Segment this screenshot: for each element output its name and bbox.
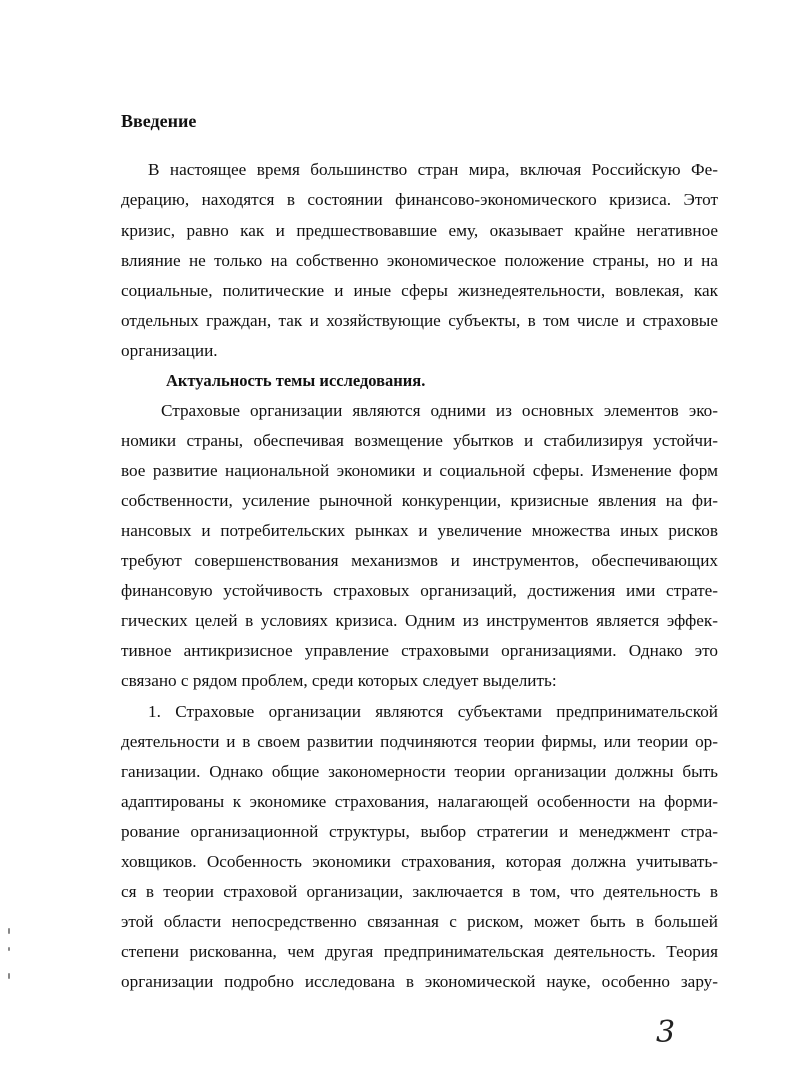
intro-line: дерацию, находятся в состоянии финансово-экономического кризиса. Этот <box>121 190 718 209</box>
relevance-line: вое развитие национальной экономики и социальной сферы. Изменение форм <box>121 461 718 480</box>
list-item-line: организации подробно исследована в экономической науке, особенно зару- <box>121 972 718 991</box>
intro-line: влияние не только на собственно экономическое положение страны, но и на <box>121 251 718 270</box>
relevance-line: нансовых и потребительских рынках и увеличение множества иных рисков <box>121 521 718 540</box>
intro-line: организации. <box>121 341 218 360</box>
section-heading: Введение <box>121 111 197 131</box>
list-item-line: степени рискованна, чем другая предпринимательская деятельность. Теория <box>121 942 718 961</box>
list-item-line: ганизации. Однако общие закономерности теории организации должны быть <box>121 762 718 781</box>
relevance-line: номики страны, обеспечивая возмещение убытков и стабилизируя устойчи- <box>121 431 718 450</box>
list-item-line: деятельности и в своем развитии подчиняются теории фирмы, или теории ор- <box>121 732 718 751</box>
list-item-line: 1. Страховые организации являются субъектами предпринимательской <box>148 702 718 721</box>
intro-line: В настоящее время большинство стран мира, включая Российскую Фе- <box>148 160 718 179</box>
relevance-line: финансовую устойчивость страховых организаций, достижения ими страте- <box>121 581 718 600</box>
relevance-line: требуют совершенствования механизмов и инструментов, обеспечивающих <box>121 551 718 570</box>
relevance-line: связано с рядом проблем, среди которых следует выделить: <box>121 671 557 690</box>
relevance-line: тивное антикризисное управление страховыми организациями. Однако это <box>121 641 718 660</box>
page-number: 3 <box>656 1015 676 1050</box>
relevance-subheading: Актуальность темы исследования. <box>166 371 426 390</box>
list-item-line: ся в теории страховой организации, заключается в том, что деятельность в <box>121 882 718 901</box>
relevance-line: гических целей в условиях кризиса. Одним из инструментов является эффек- <box>121 611 718 630</box>
list-item-line: этой области непосредственно связанная с риском, может быть в большей <box>121 912 718 931</box>
relevance-line: собственности, усиление рыночной конкуренции, кризисные явления на фи- <box>121 491 718 510</box>
list-item-line: рование организационной структуры, выбор стратегии и менеджмент стра- <box>121 822 718 841</box>
scan-mark <box>8 947 10 951</box>
intro-line: отдельных граждан, так и хозяйствующие субъекты, в том числе и страховые <box>121 311 718 330</box>
relevance-line: Страховые организации являются одними из основных элементов эко- <box>161 401 718 420</box>
scan-mark <box>8 928 10 934</box>
list-item-line: адаптированы к экономике страхования, налагающей особенности на форми- <box>121 792 718 811</box>
scan-mark <box>8 973 10 979</box>
intro-line: кризис, равно как и предшествовавшие ему, оказывает крайне негативное <box>121 221 718 240</box>
intro-line: социальные, политические и иные сферы жизнедеятельности, вовлекая, как <box>121 281 718 300</box>
list-item-line: ховщиков. Особенность экономики страхования, которая должна учитывать- <box>121 852 718 871</box>
